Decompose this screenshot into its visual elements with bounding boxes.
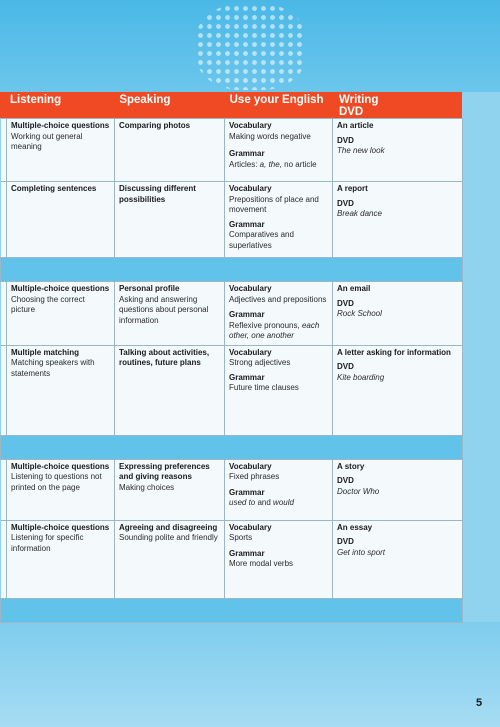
listening-title: Multiple matching	[11, 347, 79, 357]
vocabulary-label: Vocabulary	[229, 284, 272, 293]
writing-cell	[333, 119, 463, 182]
speaking-cell	[115, 459, 225, 520]
table-row	[1, 520, 463, 598]
table-row	[1, 182, 463, 258]
page-bottom-background	[0, 622, 500, 727]
vocabulary-label: Vocabulary	[229, 461, 272, 471]
page-number: 5	[476, 697, 483, 709]
vocabulary-detail: Prepositions of place and movement	[229, 194, 319, 214]
table-header	[0, 92, 462, 118]
grammar-detail: used to and would	[229, 498, 294, 507]
listening-cell	[7, 345, 115, 435]
writing-cell	[333, 345, 463, 435]
writing-title: An email	[337, 284, 371, 293]
speaking-cell	[115, 182, 225, 258]
vocabulary-detail: Adjectives and prepositions	[229, 294, 327, 304]
speaking-title: Agreeing and disagreeing	[119, 522, 218, 532]
table-row	[1, 459, 463, 520]
table-row	[1, 282, 463, 346]
dvd-label: DVD	[337, 362, 354, 371]
use-english-cell	[225, 345, 333, 435]
dvd-label: DVD	[337, 135, 354, 145]
speaking-cell	[115, 520, 225, 598]
listening-cell	[7, 520, 115, 598]
writing-title: An essay	[337, 522, 373, 532]
table-row	[1, 119, 463, 182]
header-dvd-label: DVD	[338, 106, 364, 118]
speaking-title: Comparing photos	[119, 121, 191, 130]
dvd-title: Kite boarding	[337, 372, 385, 382]
grammar-label: Grammar	[229, 487, 265, 497]
dvd-title: Doctor Who	[337, 486, 380, 496]
writing-cell	[333, 459, 463, 520]
unit-separator-band	[1, 598, 463, 622]
use-english-cell	[225, 459, 333, 520]
dvd-title: The new look	[337, 146, 385, 155]
decorative-dot-pattern	[196, 4, 306, 90]
grammar-detail: Reflexive pronouns, each other, one another	[229, 320, 320, 340]
writing-cell	[333, 520, 463, 598]
table-row	[1, 345, 463, 435]
listening-cell	[7, 282, 115, 346]
dvd-label: DVD	[337, 198, 354, 208]
writing-cell	[333, 282, 463, 346]
dvd-label: DVD	[337, 537, 354, 546]
header-speaking: Speaking	[119, 94, 171, 106]
vocabulary-label: Vocabulary	[229, 184, 272, 193]
unit-separator-band	[1, 435, 463, 459]
vocabulary-label: Vocabulary	[229, 522, 272, 532]
speaking-title: Expressing preferences and giving reasons	[119, 461, 210, 481]
speaking-title: Personal profile	[119, 284, 180, 293]
grammar-label: Grammar	[229, 548, 265, 558]
speaking-title: Discussing different possibilities	[119, 184, 196, 204]
grammar-detail: Articles: a, the, no article	[229, 159, 317, 169]
speaking-cell	[115, 345, 225, 435]
dvd-title: Rock School	[337, 309, 382, 318]
grammar-label: Grammar	[229, 372, 265, 382]
use-english-cell	[225, 119, 333, 182]
speaking-detail: Asking and answering questions about personal information	[119, 294, 209, 325]
vocabulary-label: Vocabulary	[229, 347, 272, 357]
dvd-title: Break dance	[337, 209, 382, 218]
header-writing-label: Writing	[338, 94, 379, 106]
header-listening: Listening	[10, 94, 62, 106]
writing-title: A letter asking for information	[337, 347, 451, 357]
grammar-detail: Comparatives and superlatives	[229, 230, 294, 250]
vocabulary-detail: Making words negative	[229, 131, 311, 141]
listening-title: Multiple-choice questions	[11, 522, 110, 532]
listening-title: Multiple-choice questions	[11, 461, 110, 471]
speaking-title: Talking about activities, routines, future plans	[119, 347, 210, 367]
header-use-your-english: Use your English	[229, 94, 324, 106]
grammar-detail: More modal verbs	[229, 559, 294, 568]
use-english-cell	[225, 520, 333, 598]
listening-title: Completing sentences	[11, 184, 97, 193]
dvd-label: DVD	[337, 476, 354, 485]
writing-title: A story	[337, 461, 365, 471]
writing-title: A report	[337, 184, 368, 193]
vocabulary-detail: Strong adjectives	[229, 358, 291, 367]
contents-table	[0, 118, 463, 623]
grammar-label: Grammar	[229, 219, 265, 229]
listening-detail: Choosing the correct picture	[11, 294, 85, 314]
speaking-detail: Making choices	[119, 482, 175, 492]
grammar-detail: Future time clauses	[229, 383, 299, 392]
listening-detail: Listening for specific information	[11, 533, 84, 553]
unit-separator-band	[1, 258, 463, 282]
dvd-label: DVD	[337, 298, 354, 308]
writing-title: An article	[337, 121, 374, 130]
speaking-cell	[115, 282, 225, 346]
listening-detail: Matching speakers with statements	[11, 358, 95, 378]
vocabulary-label: Vocabulary	[229, 121, 272, 130]
listening-cell	[7, 182, 115, 258]
listening-title: Multiple-choice questions	[11, 284, 110, 293]
grammar-label: Grammar	[229, 310, 265, 319]
listening-title: Multiple-choice questions	[11, 121, 110, 130]
dvd-title: Get into sport	[337, 547, 386, 557]
use-english-cell	[225, 182, 333, 258]
listening-detail: Working out general meaning	[11, 131, 83, 151]
header-writing	[335, 92, 462, 118]
writing-cell	[333, 182, 463, 258]
speaking-cell	[115, 119, 225, 182]
grammar-label: Grammar	[229, 149, 265, 158]
use-english-cell	[225, 282, 333, 346]
speaking-detail: Sounding polite and friendly	[119, 533, 218, 542]
listening-detail: Listening to questions not printed on the page	[11, 472, 102, 492]
vocabulary-detail: Fixed phrases	[229, 472, 280, 481]
vocabulary-detail: Sports	[229, 533, 253, 542]
listening-cell	[7, 119, 115, 182]
listening-cell	[7, 459, 115, 520]
